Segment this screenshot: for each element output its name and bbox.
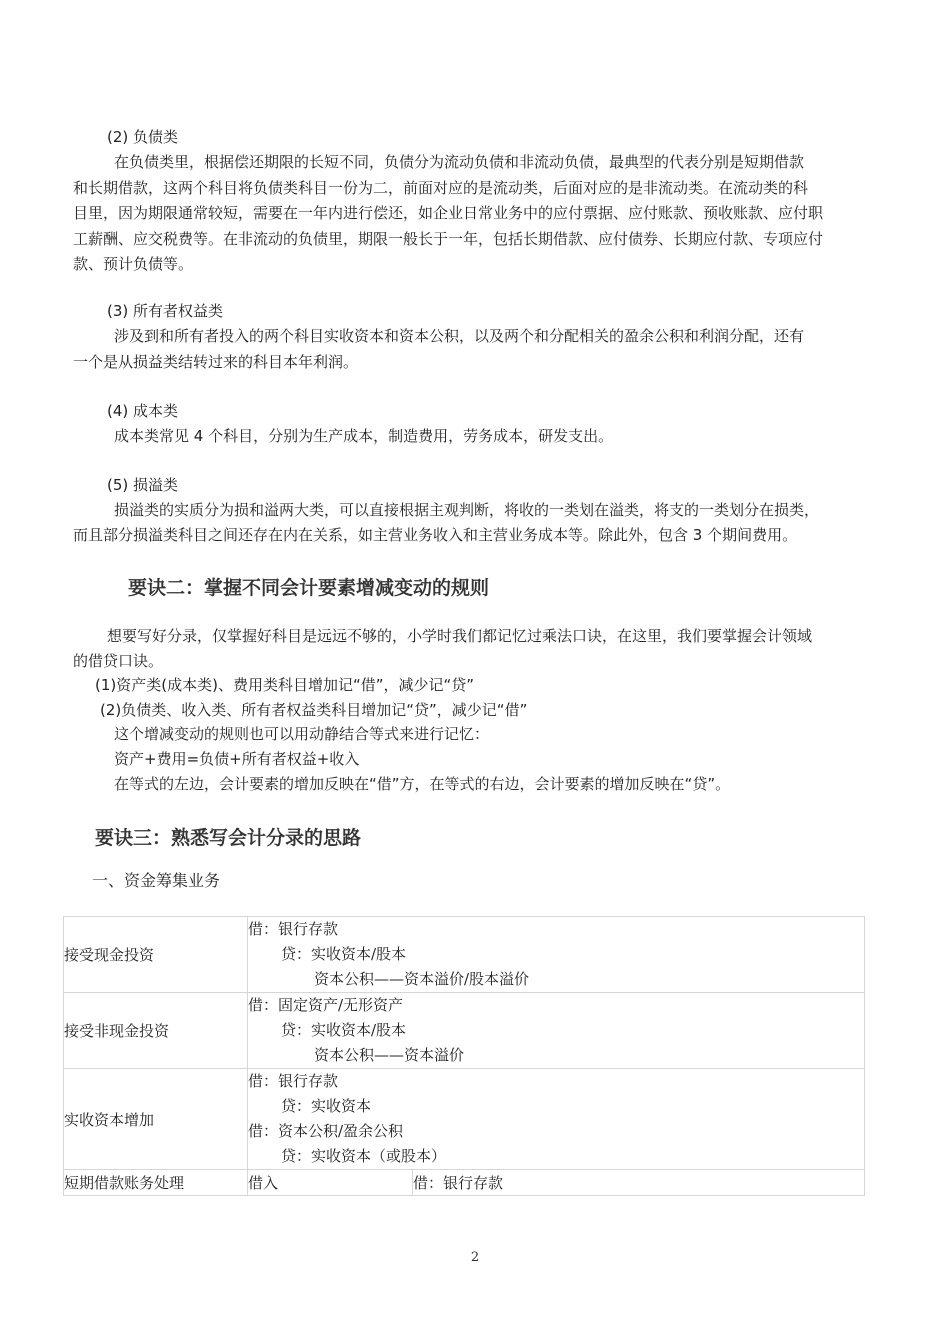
debit-line: 借：银行存款: [248, 1072, 339, 1090]
entry-type-cell: 借入: [248, 1170, 413, 1196]
credit-line: 贷：实收资本/股本: [281, 945, 407, 963]
paragraph-line: 款、预计负债等。: [73, 255, 194, 273]
credit-line: 贷：实收资本/股本: [281, 1021, 407, 1039]
rule-line: (1)资产类(成本类)、费用类科目增加记“借”，减少记“贷”: [95, 676, 475, 694]
debit-line: 借：银行存款: [248, 920, 339, 938]
paragraph-line: 在等式的左边，会计要素的增加反映在“借”方，在等式的右边，会计要素的增加反映在“贷”。: [114, 775, 731, 793]
row-label: 短期借款账务处理: [64, 1170, 248, 1196]
table-row: [64, 917, 865, 993]
tip3-title: 要诀三：熟悉写会计分录的思路: [95, 827, 362, 849]
paragraph-line: 涉及到和所有者投入的两个科目实收资本和资本公积，以及两个和分配相关的盈余公积和利润分配，还有: [114, 327, 805, 345]
credit-line: 贷：实收资本（或股本）: [281, 1147, 447, 1165]
paragraph-line: 这个增减变动的规则也可以用动静结合等式来进行记忆：: [114, 725, 490, 743]
entry-cell: [248, 917, 865, 993]
paragraph-line: 而且部分损溢类科目之间还存在内在关系，如主营业务收入和主营业务成本等。除此外，包含 3 个期间费用。: [73, 526, 798, 544]
tip2-title: 要诀二：掌握不同会计要素增减变动的规则: [128, 577, 490, 599]
credit-line: 资本公积——资本溢价: [314, 1046, 465, 1064]
row-label: 接受现金投资: [64, 917, 248, 993]
paragraph-line: 在负债类里，根据偿还期限的长短不同，负债分为流动负债和非流动负债，最典型的代表分别是短期借款: [114, 153, 805, 171]
credit-line: 贷：实收资本: [281, 1097, 372, 1115]
table-row: [64, 1170, 865, 1196]
debit-line: 借：固定资产/无形资产: [248, 996, 404, 1014]
paragraph-line: 和长期借款，这两个科目将负债类科目一份为二，前面对应的是流动类，后面对应的是非流动类。在流动类的科: [73, 179, 809, 197]
paragraph-line: 一个是从损益类结转过来的科目本年利润。: [73, 353, 359, 371]
row-label: 实收资本增加: [64, 1069, 248, 1170]
debit-line: 借：资本公积/盈余公积: [248, 1122, 404, 1140]
credit-line: 资本公积——资本溢价/股本溢价: [314, 970, 530, 988]
table-row: [64, 993, 865, 1069]
entry-cell: [248, 993, 865, 1069]
section-heading: (4) 成本类: [107, 402, 179, 420]
equation-line: 资产+费用=负债+所有者权益+收入: [114, 750, 360, 768]
section-heading: (5) 损溢类: [107, 476, 179, 494]
rule-line: (2)负债类、收入类、所有者权益类科目增加记“贷”，减少记“借”: [100, 701, 528, 719]
paragraph-line: 目里，因为期限通常较短，需要在一年内进行偿还，如企业日常业务中的应付票据、应付账款、预收账款、应付职: [73, 204, 824, 222]
tip3-subtitle: 一、资金筹集业务: [92, 871, 221, 890]
paragraph-line: 的借贷口诀。: [73, 652, 164, 670]
section-heading: (2) 负债类: [107, 128, 179, 146]
table-row: [64, 1069, 865, 1170]
section-heading: (3) 所有者权益类: [107, 302, 224, 320]
paragraph-line: 想要写好分录，仅掌握好科目是远远不够的，小学时我们都记忆过乘法口诀，在这里，我们要掌握会计领域: [107, 627, 813, 645]
row-label: 接受非现金投资: [64, 993, 248, 1069]
paragraph-line: 成本类常见 4 个科目，分别为生产成本，制造费用，劳务成本，研发支出。: [114, 427, 614, 445]
paragraph-line: 工薪酬、应交税费等。在非流动的负债里，期限一般长于一年，包括长期借款、应付债券、长期应付款、专项应付: [73, 230, 824, 248]
page-number: 2: [470, 1250, 480, 1265]
paragraph-line: 损溢类的实质分为损和溢两大类，可以直接根据主观判断，将收的一类划在溢类，将支的一类划分在损类，: [114, 501, 820, 519]
entry-cell: [248, 1069, 865, 1170]
journal-entry-table: [63, 916, 865, 1196]
entry-cell: 借：银行存款: [413, 1170, 865, 1196]
